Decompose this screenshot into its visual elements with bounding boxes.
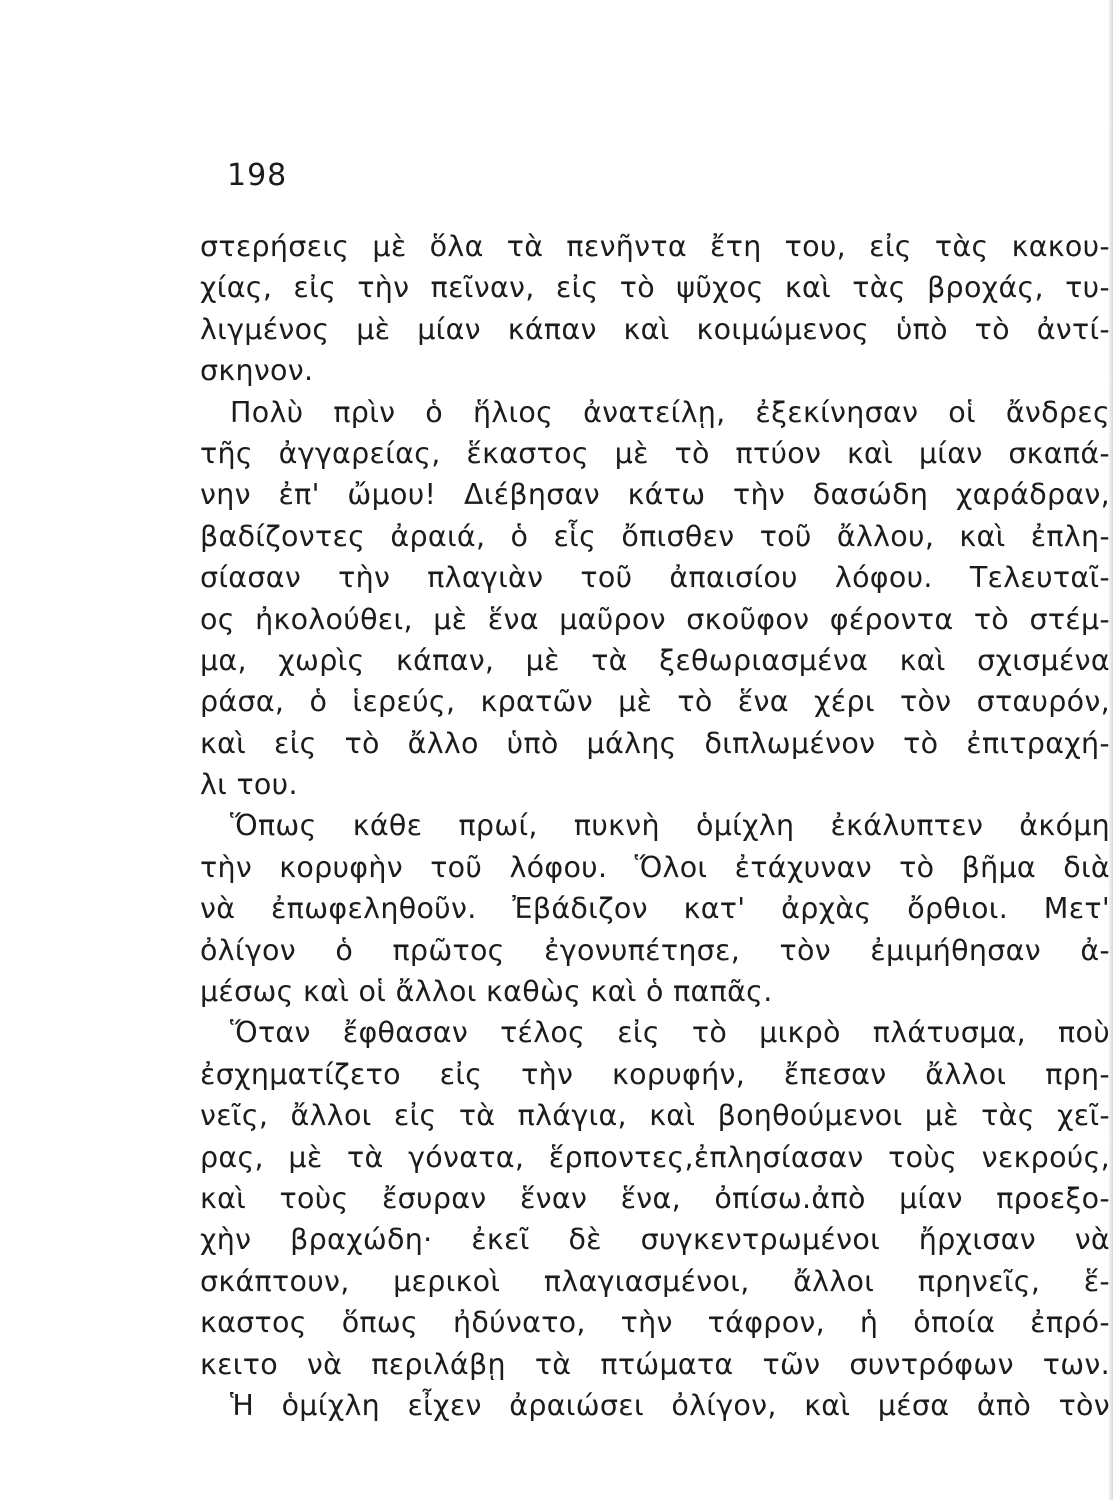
text-line: Πολὺ πρὶν ὁ ἥλιος ἀνατείλῃ, ἐξεκίνησαν οἱ ἄνδρες <box>230 395 1110 429</box>
page-number: 198 <box>227 158 288 193</box>
text-line: χὴν βραχώδη· ἐκεῖ δὲ συγκεντρωμένοι ἤρχισαν νὰ <box>200 1223 1110 1257</box>
text-line: καὶ τοὺς ἔσυραν ἕναν ἕνα, ὀπίσω.ἀπὸ μίαν προεξο- <box>200 1181 1110 1215</box>
text-line: στερήσεις μὲ ὅλα τὰ πενῆντα ἔτη του, εἰς τὰς κακου- <box>200 230 1110 263</box>
text-line: ος ἠκολούθει, μὲ ἕνα μαῦρον σκοῦφον φέροντα τὸ στέμ- <box>200 602 1110 636</box>
text-line: καὶ εἰς τὸ ἄλλο ὑπὸ μάλης διπλωμένον τὸ ἐπιτραχή- <box>200 726 1110 760</box>
text-line: ὀλίγον ὁ πρῶτος ἐγονυπέτησε, τὸν ἐμιμήθησαν ἀ- <box>200 933 1110 967</box>
text-line: κειτο νὰ περιλάβῃ τὰ πτώματα τῶν συντρόφων των. <box>200 1347 1110 1381</box>
text-line: Ὅταν ἔφθασαν τέλος εἰς τὸ μικρὸ πλάτυσμα, ποὺ <box>230 1016 1110 1050</box>
text-line: λι του. <box>200 768 298 802</box>
text-line: σκάπτουν, μερικοὶ πλαγιασμένοι, ἄλλοι πρηνεῖς, ἕ- <box>200 1264 1110 1298</box>
text-line: σίασαν τὴν πλαγιὰν τοῦ ἀπαισίου λόφου. Τελευταῖ- <box>200 561 1110 595</box>
body-text <box>200 226 1110 1426</box>
text-line: νὰ ἐπωφεληθοῦν. Ἐβάδιζον κατ' ἀρχὰς ὄρθιοι. Μετ' <box>200 892 1110 926</box>
text-line: ἐσχηματίζετο εἰς τὴν κορυφήν, ἔπεσαν ἄλλοι πρη- <box>200 1057 1110 1091</box>
text-line: σκηνον. <box>200 354 314 388</box>
text-line: ρας, μὲ τὰ γόνατα, ἕρποντες,ἐπλησίασαν τοὺς νεκρούς, <box>200 1140 1110 1174</box>
text-line: Ἡ ὁμίχλη εἶχεν ἀραιώσει ὀλίγον, καὶ μέσα ἀπὸ τὸν <box>230 1388 1110 1422</box>
text-line: νεῖς, ἄλλοι εἰς τὰ πλάγια, καὶ βοηθούμενοι μὲ τὰς χεῖ- <box>200 1099 1110 1133</box>
text-line: ράσα, ὁ ἱερεύς, κρατῶν μὲ τὸ ἕνα χέρι τὸν σταυρόν, <box>200 685 1110 719</box>
text-line: νην ἐπ' ὤμου! Διέβησαν κάτω τὴν δασώδη χαράδραν, <box>200 478 1110 512</box>
text-line: μέσως καὶ οἱ ἄλλοι καθὼς καὶ ὁ παπᾶς. <box>200 975 773 1009</box>
text-line: καστος ὅπως ἠδύνατο, τὴν τάφρον, ἡ ὁποία ἐπρό- <box>200 1306 1110 1340</box>
text-line: μα, χωρὶς κάπαν, μὲ τὰ ξεθωριασμένα καὶ σχισμένα <box>200 643 1110 677</box>
text-line: βαδίζοντες ἀραιά, ὁ εἷς ὄπισθεν τοῦ ἄλλου, καὶ ἐπλη- <box>200 519 1110 553</box>
text-line: τὴν κορυφὴν τοῦ λόφου. Ὅλοι ἐτάχυναν τὸ βῆμα διὰ <box>200 850 1110 884</box>
text-line: Ὅπως κάθε πρωί, πυκνὴ ὁμίχλη ἐκάλυπτεν ἀκόμη <box>230 809 1110 843</box>
text-line: λιγμένος μὲ μίαν κάπαν καὶ κοιμώμενος ὑπὸ τὸ ἀντί- <box>200 312 1110 346</box>
text-line: χίας, εἰς τὴν πεῖναν, εἰς τὸ ψῦχος καὶ τὰς βροχάς, τυ- <box>200 271 1110 305</box>
text-line: τῆς ἀγγαρείας, ἕκαστος μὲ τὸ πτύον καὶ μίαν σκαπά- <box>200 436 1110 470</box>
